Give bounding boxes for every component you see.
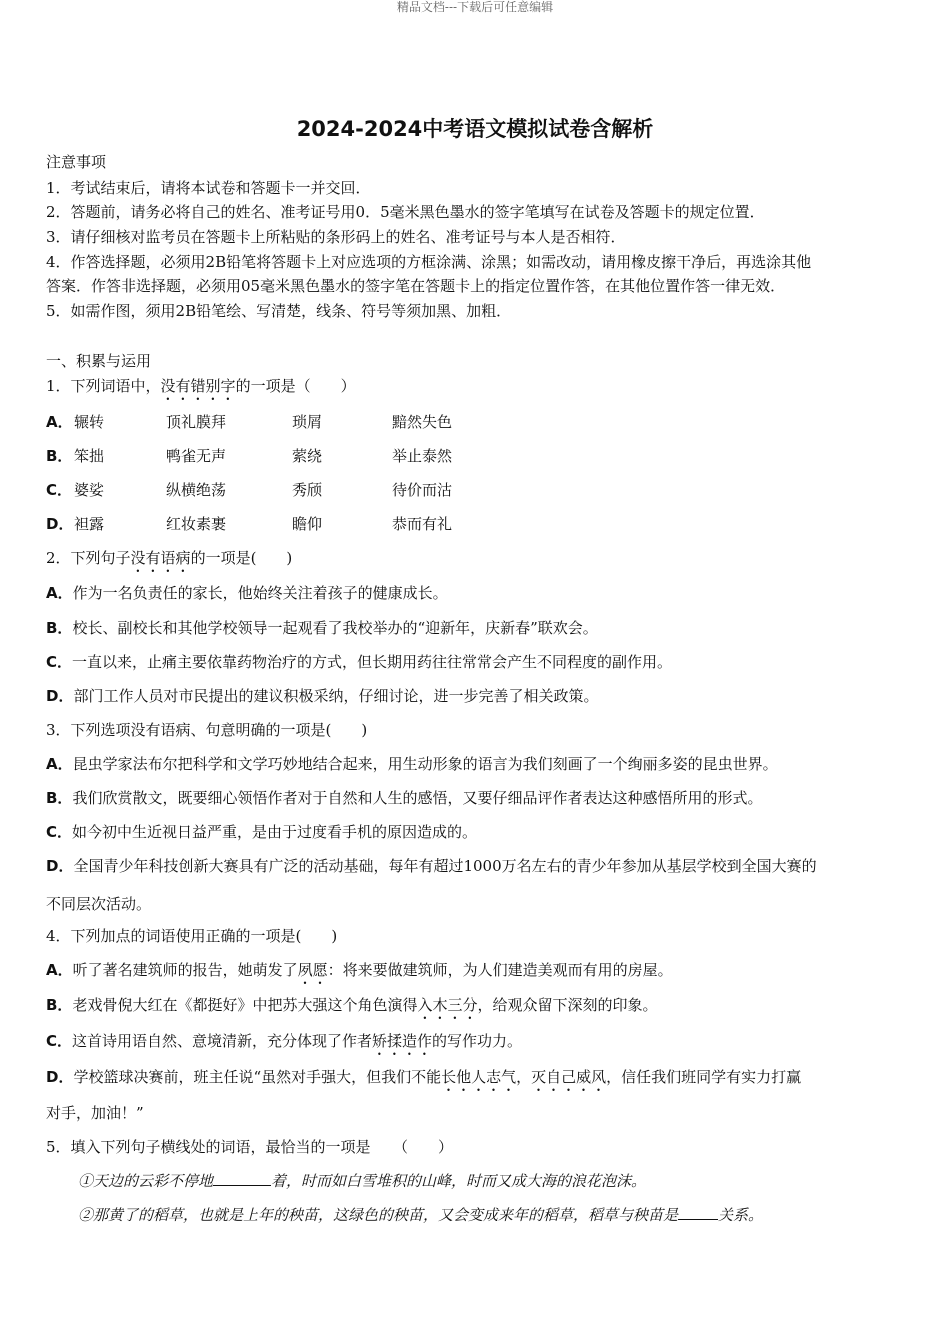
q4-option-b: B．老戏骨倪大红在《都挺好》中把苏大强这个角色演得入木三分，给观众留下深刻的印象。 bbox=[46, 996, 658, 1014]
dotted-words: 没有语病 bbox=[130, 549, 191, 567]
q1-option-d: D． 袒露 红妆素裹 瞻仰 恭而有礼 bbox=[46, 515, 453, 533]
dotted-words: 没有错别字 bbox=[160, 377, 236, 395]
q3-option-a: A．昆虫学家法布尔把科学和文学巧妙地结合起来，用生动形象的语言为我们刻画了一个绚丽多姿的昆虫世界。 bbox=[46, 755, 778, 773]
q5-sentence-1: ①天边的云彩不停地 着，时而如白雪堆积的山峰，时而又成大海的浪花泡沫。 bbox=[78, 1172, 647, 1190]
notice-item: 答案．作答非选择题，必须用05毫米黑色墨水的签字笔在答题卡上的指定位置作答，在其他位置作答一律无效． bbox=[46, 277, 786, 295]
q3-option-d-cont: 不同层次活动。 bbox=[46, 895, 152, 913]
page-title: 2024-2024中考语文模拟试卷含解析 bbox=[296, 117, 654, 141]
notice-item: 5．如需作图，须用2B铅笔绘、写清楚，线条、符号等须加黑、加粗． bbox=[46, 302, 512, 320]
q5-sentence-2: ②那黄了的稻草，也就是上年的秧苗，这绿色的秧苗，又会变成来年的稻草，稻草与秧苗是 关系。 bbox=[78, 1206, 764, 1224]
notice-item: 4．作答选择题，必须用2B铅笔将答题卡上对应选项的方框涂满、涂黑；如需改动，请用橡皮擦干净后，再选涂其他 bbox=[46, 253, 812, 271]
page-header: 精品文档---下载后可任意编辑 bbox=[396, 0, 554, 14]
q4-option-c: C．这首诗用语自然、意境清新，充分体现了作者矫揉造作的写作功力。 bbox=[46, 1032, 523, 1050]
q3-option-c: C．如今初中生近视日益严重，是由于过度看手机的原因造成的。 bbox=[46, 823, 478, 841]
q1-option-c: C． 婆娑 纵横绝荡 秀颀 待价而沽 bbox=[46, 481, 453, 499]
section-heading: 一、积累与运用 bbox=[46, 352, 152, 370]
notice-item: 1．考试结束后，请将本试卷和答题卡一并交回． bbox=[46, 179, 371, 197]
q2-option-c: C．一直以来，止痛主要依靠药物治疗的方式，但长期用药往往常常会产生不同程度的副作用。 bbox=[46, 653, 673, 671]
q3-option-b: B．我们欣赏散文，既要细心领悟作者对于自然和人生的感悟，又要仔细品评作者表达这种感悟所用的形式。 bbox=[46, 789, 763, 807]
notice-item: 2．答题前，请务必将自己的姓名、准考证号用0．5毫米黑色墨水的签字笔填写在试卷及答题卡的规定位置． bbox=[46, 203, 765, 221]
q4-option-d: D．学校篮球决赛前，班主任说“虽然对手强大，但我们不能长他人志气，灭自己威风，信任我们班同学有实力打赢 bbox=[46, 1068, 802, 1086]
q2-option-b: B．校长、副校长和其他学校领导一起观看了我校举办的“迎新年，庆新春”联欢会。 bbox=[46, 619, 598, 637]
answer-blank[interactable] bbox=[678, 1205, 718, 1220]
q4-option-d-cont: 对手，加油！” bbox=[46, 1104, 144, 1122]
question-4-stem: 4．下列加点的词语使用正确的一项是( ) bbox=[46, 927, 338, 945]
answer-blank[interactable] bbox=[213, 1171, 271, 1186]
q2-option-a: A．作为一名负责任的家长，他始终关注着孩子的健康成长。 bbox=[46, 584, 448, 602]
question-5-stem: 5．填入下列句子横线处的词语，最恰当的一项是 （ ） bbox=[46, 1138, 454, 1156]
notice-item: 3．请仔细核对监考员在答题卡上所粘贴的条形码上的姓名、准考证号与本人是否相符． bbox=[46, 228, 626, 246]
q3-option-d: D．全国青少年科技创新大赛具有广泛的活动基础，每年有超过1000万名左右的青少年参加从基层学校到全国大赛的 bbox=[46, 857, 817, 875]
notice-heading: 注意事项 bbox=[46, 153, 107, 171]
q4-option-a: A．听了著名建筑师的报告，她萌发了夙愿：将来要做建筑师，为人们建造美观而有用的房屋。 bbox=[46, 961, 673, 979]
q1-option-b: B． 笨拙 鸭雀无声 萦绕 举止泰然 bbox=[46, 447, 453, 465]
q1-option-a: A． 辗转 顶礼膜拜 琐屑 黯然失色 bbox=[46, 413, 453, 431]
question-1-stem: 1．下列词语中，没有错别字的一项是（ ） bbox=[46, 377, 356, 395]
question-2-stem: 2．下列句子没有语病的一项是( ) bbox=[46, 549, 293, 567]
question-3-stem: 3．下列选项没有语病、句意明确的一项是( ) bbox=[46, 721, 368, 739]
q2-option-d: D．部门工作人员对市民提出的建议积极采纳，仔细讨论，进一步完善了相关政策。 bbox=[46, 687, 599, 705]
